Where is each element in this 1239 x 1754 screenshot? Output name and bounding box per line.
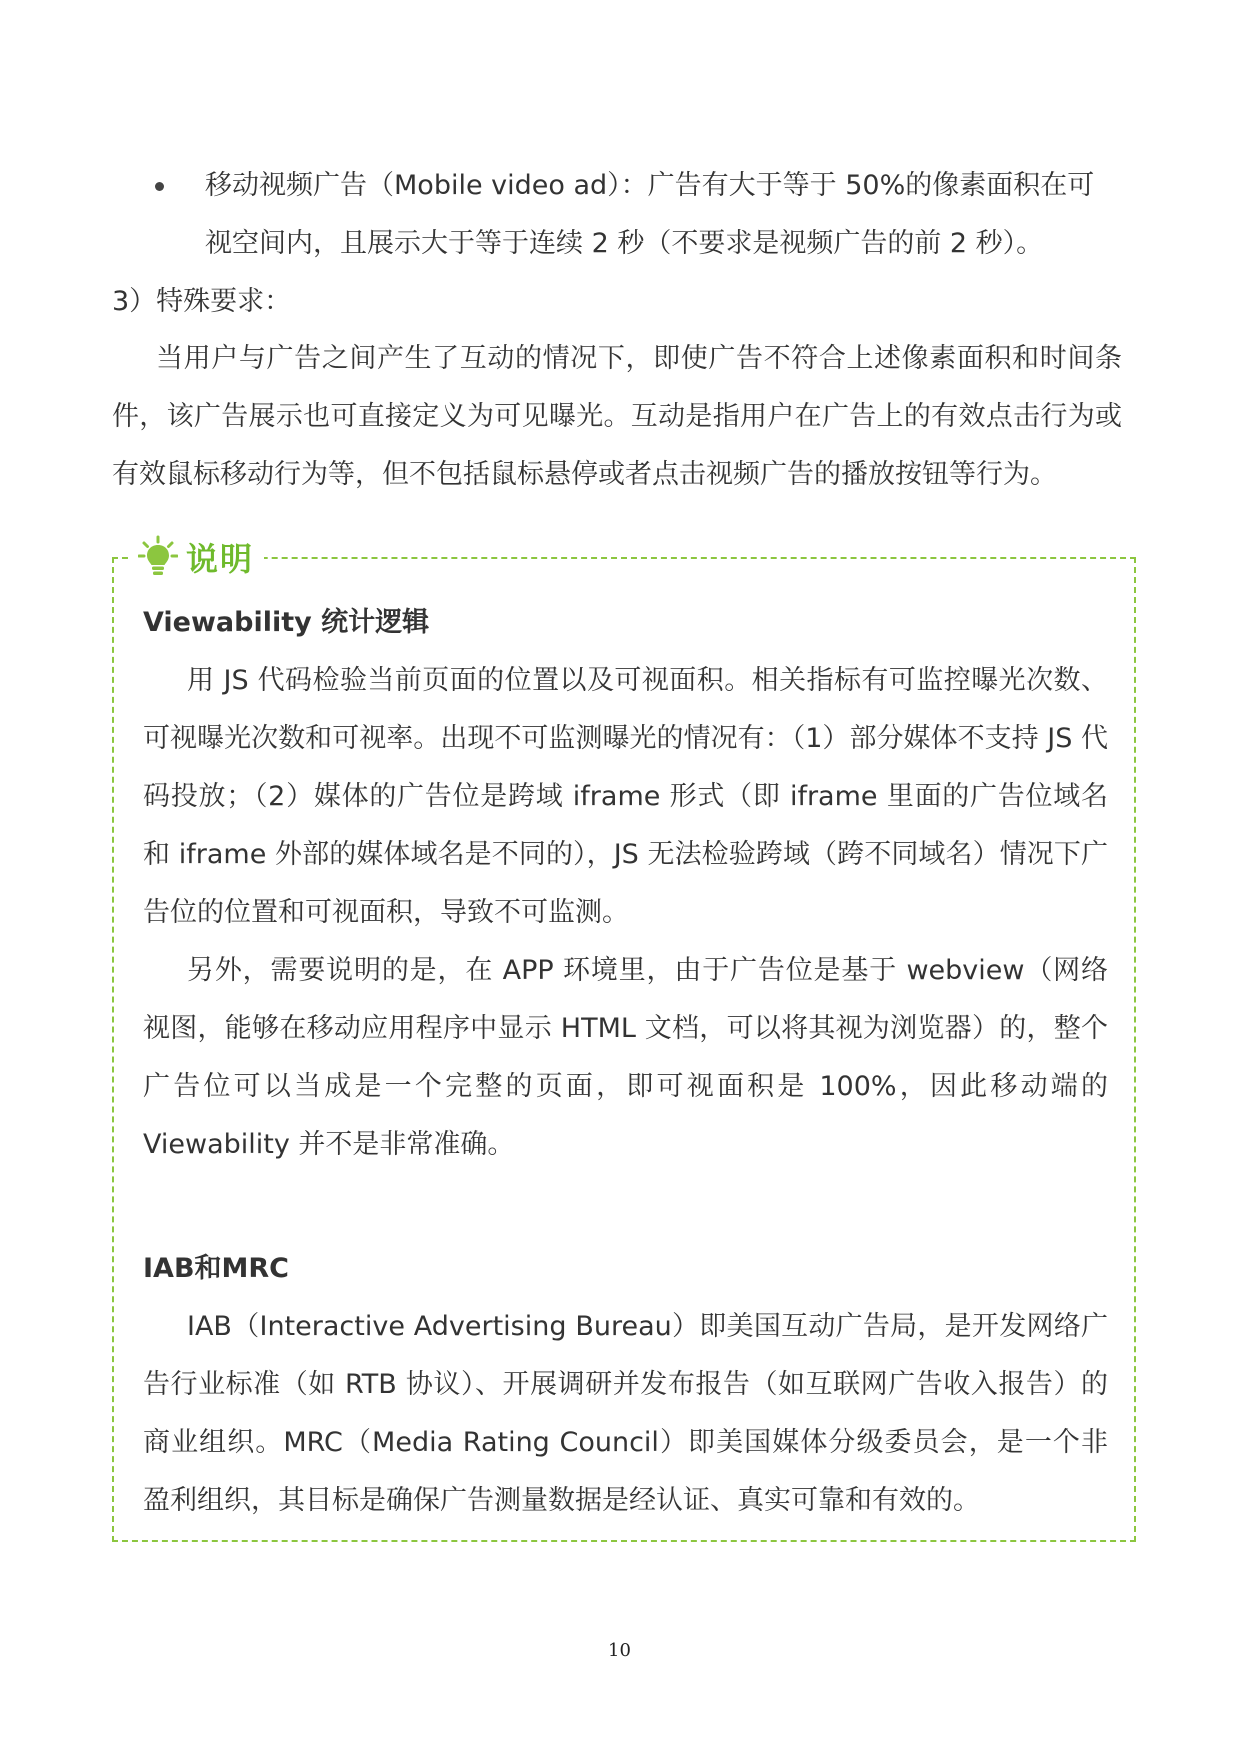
bullet-line-2: 视空间内，且展示大于等于连续 2 秒（不要求是视频广告的前 2 秒）。 xyxy=(205,228,1044,259)
page-number: 10 xyxy=(608,1640,631,1661)
section-heading: 3）特殊要求： xyxy=(112,286,292,317)
bullet-dot xyxy=(155,182,164,191)
bullet-line-1: 移动视频广告（Mobile video ad）：广告有大于等于 50%的像素面积在可 xyxy=(205,170,1095,201)
viewability-heading: Viewability 统计逻辑 xyxy=(143,607,430,638)
section-paragraph: 当用户与广告之间产生了互动的情况下，即使广告不符合上述像素面积和时间条件，该广告展示也可直接定义为可见曝光。互动是指用户在广告上的有效点击行为或有效鼠标移动行为等，但不包括鼠标悬停或者点击视频广告的播放按钮等行为。 xyxy=(112,343,1122,490)
lightbulb-icon xyxy=(138,535,178,579)
viewability-paragraph-2: 另外，需要说明的是，在 APP 环境里，由于广告位是基于 webview（网络视图，能够在移动应用程序中显示 HTML 文档，可以将其视为浏览器）的，整个广告位可以当成是一个完整的页面，即可视面积是 100%，因此移动端的 Viewability 并不是非常准确。 xyxy=(143,955,1108,1160)
note-header xyxy=(130,534,264,580)
viewability-paragraph-1: 用 JS 代码检验当前页面的位置以及可视面积。相关指标有可监控曝光次数、可视曝光次数和可视率。出现不可监测曝光的情况有：（1）部分媒体不支持 JS 代码投放；（2）媒体的广告位是跨域 iframe 形式（即 iframe 里面的广告位域名和 iframe 外部的媒体域名是不同的），JS 无法检验跨域（跨不同域名）情况下广告位的位置和可视面积，导致不可监测。 xyxy=(143,665,1108,928)
iab-mrc-heading: IAB和MRC xyxy=(143,1253,289,1284)
note-title: 说明 xyxy=(186,540,255,578)
iab-mrc-paragraph: IAB（Interactive Advertising Bureau）即美国互动广告局，是开发网络广告行业标准（如 RTB 协议）、开展调研并发布报告（如互联网广告收入报告）的商业组织。MRC（Media Rating Council）即美国媒体分级委员会，是一个非盈利组织，其目标是确保广告测量数据是经认证、真实可靠和有效的。 xyxy=(143,1311,1108,1516)
